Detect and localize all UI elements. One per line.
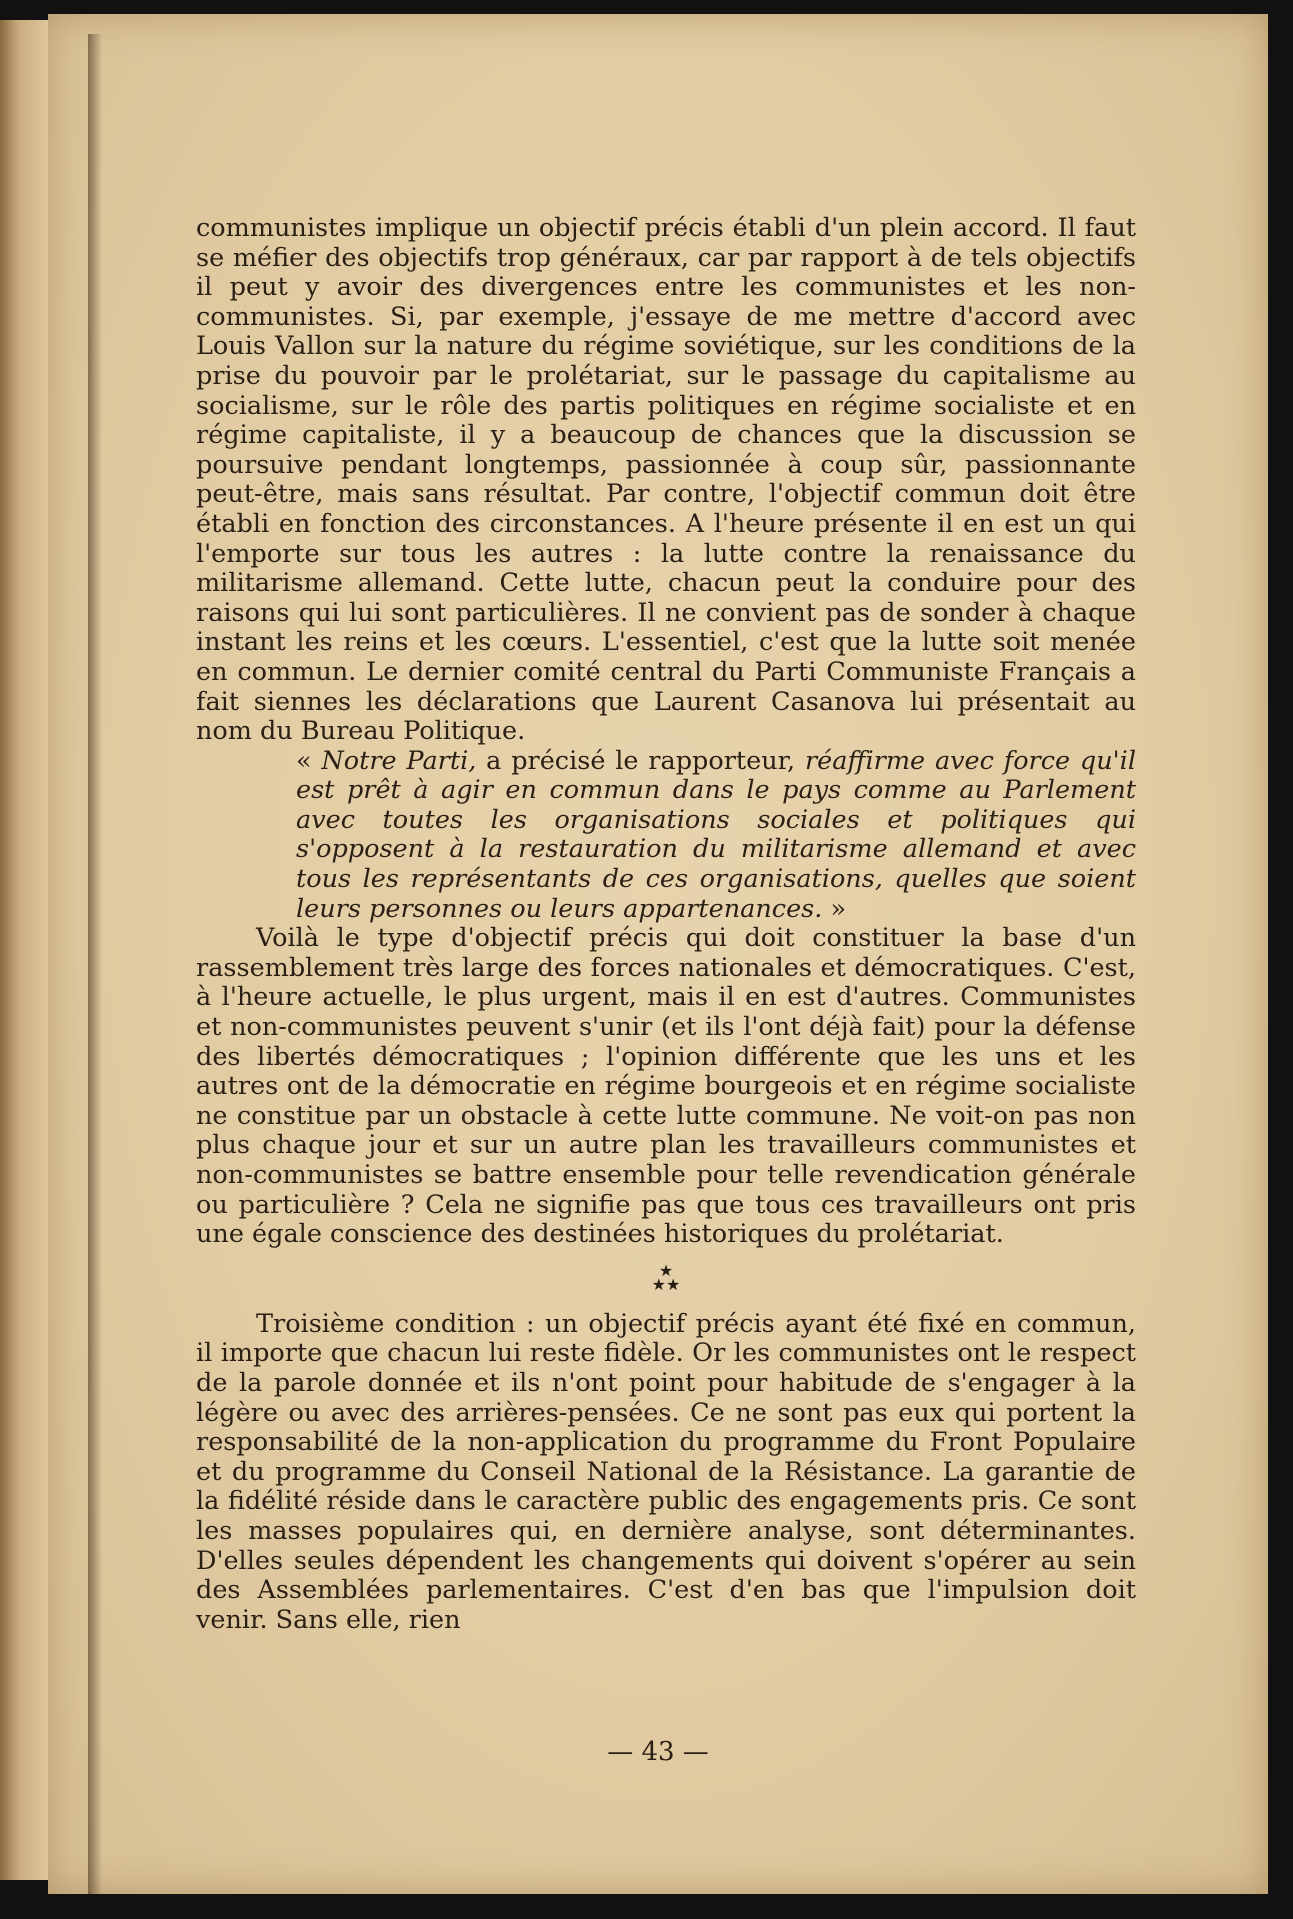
facing-page-edge	[0, 20, 48, 1880]
page-number: — 43 —	[607, 1737, 709, 1767]
quote-part-2: réaffirme avec force qu'il est prêt à agir en commun dans le pays comme au Parlement avec toutes les organisations sociales et politiques qui s'opposent à la restauration du militarisme allemand et avec tous les représentants de ces organisations, quelles que soient leurs personnes ou leurs appartenances.	[296, 745, 1136, 924]
section-separator	[196, 1260, 1136, 1294]
separator-top-star: ★	[658, 1260, 674, 1280]
separator-bottom-stars: ★★	[651, 1274, 681, 1294]
page-gutter-shadow	[88, 34, 102, 1894]
book-page	[48, 14, 1268, 1894]
block-quote	[196, 747, 1136, 925]
quote-part-1: Notre Parti,	[321, 745, 477, 776]
body-text	[196, 214, 1136, 1635]
quote-attribution: a précisé le rapporteur,	[476, 745, 805, 776]
paragraph-2: Voilà le type d'objectif précis qui doit constituer la base d'un rassemblement très large des forces nationales et démocratiques. C'est, à l'heure actuelle, le plus urgent, mais il en est d'autres. Communistes et non-communistes peuvent s'unir (et ils l'ont déjà fait) pour la défense des libertés démocratiques ; l'opinion différente que les uns et les autres ont de la démocratie en régime bourgeois et en régime socialiste ne constitue par un obstacle à cette lutte commune. Ne voit-on pas non plus chaque jour et sur un autre plan les travailleurs communistes et non-communistes se battre ensemble pour telle revendication générale ou particulière ? Cela ne signifie pas que tous ces travailleurs ont pris une égale conscience des destinées historiques du prolétariat.	[196, 923, 1136, 1250]
paragraph-3: Troisième condition : un objectif précis ayant été fixé en commun, il importe que chacun lui reste fidèle. Or les communistes ont le respect de la parole donnée et ils n'ont point pour habitude de s'engager à la légère ou avec des arrières-pensées. Ce ne sont pas eux qui portent la responsabilité de la non-application du programme du Front Populaire et du programme du Conseil National de la Résistance. La garantie de la fidélité réside dans le caractère public des engagements pris. Ce sont les masses populaires qui, en dernière analyse, sont déterminantes. D'elles seules dépendent les changements qui doivent s'opérer au sein des Assemblées parlementaires. C'est d'en bas que l'impulsion doit venir. Sans elle, rien	[196, 1308, 1136, 1635]
quote-close-mark: »	[822, 893, 847, 924]
paragraph-1: communistes implique un objectif précis établi d'un plein accord. Il faut se méfier des objectifs trop généraux, car par rapport à de tels objectifs il peut y avoir des divergences entre les communistes et les non-communistes. Si, par exemple, j'essaye de me mettre d'accord avec Louis Vallon sur la nature du régime soviétique, sur les conditions de la prise du pouvoir par le prolétariat, sur le passage du capitalisme au socialisme, sur le rôle des partis politiques en régime socialiste et en régime capitaliste, il y a beaucoup de chances que la discussion se poursuive pendant longtemps, passionnée à coup sûr, passionnante peut-être, mais sans résultat. Par contre, l'objectif commun doit être établi en fonction des circonstances. A l'heure présente il en est un qui l'emporte sur tous les autres : la lutte contre la renaissance du militarisme allemand. Cette lutte, chacun peut la conduire pour des raisons qui lui sont particulières. Il ne convient pas de sonder à chaque instant les reins et les cœurs. L'essentiel, c'est que la lutte soit menée en commun. Le dernier comité central du Parti Communiste Français a fait siennes les déclarations que Laurent Casanova lui présentait au nom du Bureau Politique.	[196, 213, 1136, 747]
quote-open-mark: «	[296, 745, 322, 776]
